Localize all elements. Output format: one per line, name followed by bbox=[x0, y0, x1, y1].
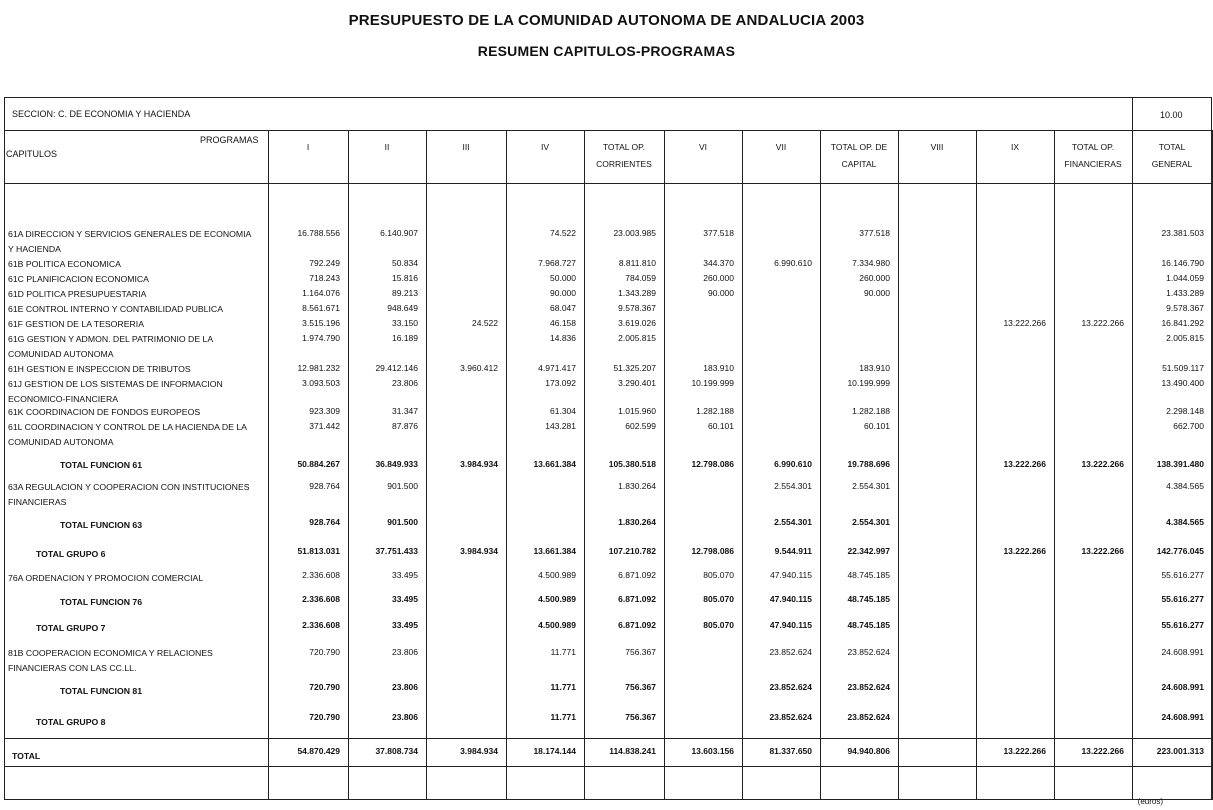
total-row-label: TOTAL GRUPO 6 bbox=[36, 549, 106, 559]
table-cell: 55.616.277 bbox=[1161, 570, 1204, 580]
table-cell: 602.599 bbox=[625, 421, 656, 431]
table-cell: 13.490.400 bbox=[1161, 378, 1204, 388]
table-rule bbox=[4, 183, 1212, 184]
table-cell: 48.745.185 bbox=[847, 594, 890, 604]
table-cell: 68.047 bbox=[550, 303, 576, 313]
table-cell: 23.852.624 bbox=[847, 647, 890, 657]
table-cell: 51.325.207 bbox=[613, 363, 656, 373]
table-cell: 7.968.727 bbox=[538, 258, 576, 268]
table-cell: 4.384.565 bbox=[1166, 481, 1204, 491]
table-cell: 2.336.608 bbox=[302, 620, 340, 630]
table-cell: 1.343.289 bbox=[618, 288, 656, 298]
table-cell: 48.745.185 bbox=[847, 570, 890, 580]
total-row-label: TOTAL FUNCION 61 bbox=[60, 460, 143, 470]
table-cell: 23.852.624 bbox=[769, 712, 812, 722]
table-cell: 923.309 bbox=[309, 406, 340, 416]
table-cell: 94.940.806 bbox=[847, 746, 890, 756]
table-cell: 13.222.266 bbox=[1081, 746, 1124, 756]
table-cell: 1.282.188 bbox=[696, 406, 734, 416]
table-cell: 87.876 bbox=[392, 421, 418, 431]
table-cell: 90.000 bbox=[550, 288, 576, 298]
unit-label: (euros) bbox=[1137, 797, 1163, 806]
column-rule bbox=[584, 130, 585, 800]
column-rule bbox=[664, 130, 665, 800]
table-cell: 1.974.790 bbox=[302, 333, 340, 343]
column-header bbox=[898, 139, 976, 173]
table-cell: 3.984.934 bbox=[460, 746, 498, 756]
table-cell: 3.290.401 bbox=[618, 378, 656, 388]
column-header-line: III bbox=[462, 142, 470, 152]
table-cell: 37.751.433 bbox=[375, 546, 418, 556]
table-rule bbox=[4, 97, 1212, 98]
table-cell: 23.852.624 bbox=[769, 647, 812, 657]
table-cell: 47.940.115 bbox=[769, 594, 812, 604]
column-rule bbox=[506, 130, 507, 800]
table-cell: 10.199.999 bbox=[847, 378, 890, 388]
table-cell: 2.336.608 bbox=[302, 594, 340, 604]
program-row-label: 76A ORDENACION Y PROMOCION COMERCIAL bbox=[8, 573, 204, 583]
table-cell: 1.282.188 bbox=[852, 406, 890, 416]
table-cell: 3.984.934 bbox=[460, 459, 498, 469]
column-rule bbox=[268, 130, 269, 800]
column-header bbox=[664, 139, 742, 173]
program-row-label: 61A DIRECCION Y SERVICIOS GENERALES DE ECONOMIA Y HACIENDA bbox=[8, 229, 251, 254]
table-cell: 37.808.734 bbox=[375, 746, 418, 756]
table-cell: 24.608.991 bbox=[1161, 712, 1204, 722]
table-cell: 1.830.264 bbox=[618, 517, 656, 527]
column-header bbox=[506, 139, 584, 173]
column-header-line bbox=[976, 156, 1054, 173]
table-cell: 33.150 bbox=[392, 318, 418, 328]
table-cell: 31.347 bbox=[392, 406, 418, 416]
table-cell: 12.981.232 bbox=[297, 363, 340, 373]
table-cell: 23.852.624 bbox=[847, 682, 890, 692]
column-rule bbox=[1132, 97, 1133, 800]
table-cell: 13.222.266 bbox=[1081, 318, 1124, 328]
table-cell: 9.544.911 bbox=[774, 546, 812, 556]
table-cell: 1.015.960 bbox=[618, 406, 656, 416]
table-cell: 55.616.277 bbox=[1161, 594, 1204, 604]
column-header-line bbox=[664, 156, 742, 173]
table-cell: 901.500 bbox=[387, 517, 418, 527]
column-header bbox=[1132, 139, 1212, 173]
table-cell: 8.811.810 bbox=[618, 258, 656, 268]
table-cell: 756.367 bbox=[625, 682, 656, 692]
table-cell: 792.249 bbox=[309, 258, 340, 268]
table-cell: 371.442 bbox=[309, 421, 340, 431]
column-header-line: TOTAL OP. DE bbox=[830, 142, 888, 152]
table-cell: 2.554.301 bbox=[852, 481, 890, 491]
column-header-line: IV bbox=[540, 142, 550, 152]
column-header bbox=[268, 139, 348, 173]
table-cell: 89.213 bbox=[392, 288, 418, 298]
table-cell: 19.788.696 bbox=[847, 459, 890, 469]
program-row-label: 61D POLITICA PRESUPUESTARIA bbox=[8, 289, 147, 299]
table-cell: 2.554.301 bbox=[852, 517, 890, 527]
column-rule bbox=[898, 130, 899, 800]
program-row-label: 61C PLANIFICACION ECONOMICA bbox=[8, 274, 149, 284]
table-cell: 1.164.076 bbox=[302, 288, 340, 298]
table-cell: 12.798.086 bbox=[691, 546, 734, 556]
table-cell: 13.222.266 bbox=[1003, 318, 1046, 328]
table-cell: 6.990.610 bbox=[774, 258, 812, 268]
seccion-label: SECCION: C. DE ECONOMIA Y HACIENDA bbox=[12, 109, 191, 119]
table-cell: 29.412.146 bbox=[375, 363, 418, 373]
table-cell: 4.384.565 bbox=[1166, 517, 1204, 527]
table-cell: 16.146.790 bbox=[1161, 258, 1204, 268]
table-cell: 51.813.031 bbox=[297, 546, 340, 556]
table-cell: 90.000 bbox=[708, 288, 734, 298]
table-cell: 23.852.624 bbox=[769, 682, 812, 692]
table-cell: 11.771 bbox=[550, 647, 576, 657]
column-header bbox=[348, 139, 426, 173]
table-cell: 23.003.985 bbox=[613, 228, 656, 238]
table-cell: 60.101 bbox=[708, 421, 734, 431]
column-rule bbox=[348, 130, 349, 800]
corner-programas-label: PROGRAMAS bbox=[200, 135, 259, 145]
table-cell: 138.391.480 bbox=[1156, 459, 1204, 469]
table-cell: 3.515.196 bbox=[302, 318, 340, 328]
table-cell: 114.838.241 bbox=[609, 746, 656, 756]
table-cell: 223.001.313 bbox=[1156, 746, 1204, 756]
column-header-line bbox=[506, 156, 584, 173]
table-cell: 2.005.815 bbox=[1166, 333, 1204, 343]
table-cell: 173.092 bbox=[545, 378, 576, 388]
table-cell: 3.093.503 bbox=[302, 378, 340, 388]
column-header-line: TOTAL OP. bbox=[1071, 142, 1115, 152]
column-header-line bbox=[742, 156, 820, 173]
table-cell: 36.849.933 bbox=[375, 459, 418, 469]
table-cell: 9.578.367 bbox=[1166, 303, 1204, 313]
table-cell: 805.070 bbox=[703, 594, 734, 604]
total-row-label: TOTAL FUNCION 63 bbox=[60, 520, 143, 530]
table-cell: 6.871.092 bbox=[618, 570, 656, 580]
column-rule bbox=[426, 130, 427, 800]
total-row-label: TOTAL FUNCION 81 bbox=[60, 686, 143, 696]
table-cell: 8.561.671 bbox=[302, 303, 340, 313]
table-cell: 3.619.026 bbox=[618, 318, 656, 328]
table-cell: 60.101 bbox=[864, 421, 890, 431]
table-cell: 14.836 bbox=[550, 333, 576, 343]
table-cell: 22.342.997 bbox=[847, 546, 890, 556]
column-header-line bbox=[426, 156, 506, 173]
table-cell: 47.940.115 bbox=[769, 620, 812, 630]
total-row-label: TOTAL GRUPO 8 bbox=[36, 717, 106, 727]
column-header-line: VI bbox=[698, 142, 708, 152]
column-header-line bbox=[268, 156, 348, 173]
table-cell: 23.806 bbox=[392, 378, 418, 388]
column-header-line: II bbox=[384, 142, 390, 152]
table-cell: 13.222.266 bbox=[1003, 459, 1046, 469]
table-cell: 4.500.989 bbox=[538, 570, 576, 580]
table-cell: 23.806 bbox=[392, 712, 418, 722]
table-rule bbox=[4, 738, 1212, 739]
table-cell: 18.174.144 bbox=[533, 746, 576, 756]
program-row-label: 61K COORDINACION DE FONDOS EUROPEOS bbox=[8, 407, 201, 417]
total-row-label: TOTAL bbox=[12, 751, 41, 761]
table-cell: 13.222.266 bbox=[1003, 546, 1046, 556]
program-row-label: 61B POLITICA ECONOMICA bbox=[8, 259, 121, 269]
table-cell: 47.940.115 bbox=[770, 570, 812, 580]
table-cell: 805.070 bbox=[703, 570, 734, 580]
column-header bbox=[584, 139, 664, 173]
table-cell: 928.764 bbox=[309, 517, 340, 527]
table-cell: 6.871.092 bbox=[618, 620, 656, 630]
column-header-line: VII bbox=[775, 142, 787, 152]
table-cell: 33.495 bbox=[392, 570, 418, 580]
table-cell: 12.798.086 bbox=[691, 459, 734, 469]
seccion-code: 10.00 bbox=[1160, 110, 1183, 120]
column-header bbox=[976, 139, 1054, 173]
column-header-line: CORRIENTES bbox=[596, 159, 652, 169]
table-cell: 105.380.518 bbox=[608, 459, 656, 469]
table-cell: 662.700 bbox=[1173, 421, 1204, 431]
table-cell: 901.500 bbox=[387, 481, 418, 491]
table-cell: 7.334.980 bbox=[852, 258, 890, 268]
table-cell: 13.222.266 bbox=[1081, 459, 1124, 469]
table-cell: 183.910 bbox=[859, 363, 890, 373]
table-cell: 6.990.610 bbox=[774, 459, 812, 469]
table-cell: 2.336.608 bbox=[302, 570, 340, 580]
table-cell: 16.841.292 bbox=[1161, 318, 1204, 328]
table-cell: 46.158 bbox=[550, 318, 576, 328]
table-cell: 74.522 bbox=[550, 228, 576, 238]
table-cell: 9.578.367 bbox=[618, 303, 656, 313]
table-cell: 720.790 bbox=[309, 682, 340, 692]
table-cell: 260.000 bbox=[859, 273, 890, 283]
table-cell: 24.608.991 bbox=[1161, 647, 1204, 657]
column-header-line bbox=[348, 156, 426, 173]
table-cell: 90.000 bbox=[864, 288, 890, 298]
table-cell: 13.661.384 bbox=[533, 546, 576, 556]
table-cell: 61.304 bbox=[550, 406, 576, 416]
table-cell: 928.764 bbox=[309, 481, 340, 491]
table-cell: 143.281 bbox=[545, 421, 576, 431]
table-cell: 23.806 bbox=[392, 682, 418, 692]
table-cell: 15.816 bbox=[392, 273, 418, 283]
table-cell: 1.830.264 bbox=[618, 481, 656, 491]
table-rule bbox=[4, 130, 1212, 131]
table-cell: 718.243 bbox=[309, 273, 340, 283]
page-subtitle: RESUMEN CAPITULOS-PROGRAMAS bbox=[477, 43, 736, 59]
column-header bbox=[742, 139, 820, 173]
table-cell: 51.509.117 bbox=[1162, 363, 1204, 373]
table-cell: 784.059 bbox=[625, 273, 656, 283]
table-cell: 81.337.650 bbox=[769, 746, 812, 756]
table-cell: 55.616.277 bbox=[1161, 620, 1204, 630]
total-row-label: TOTAL FUNCION 76 bbox=[60, 597, 143, 607]
table-cell: 183.910 bbox=[703, 363, 734, 373]
program-row-label: 61F GESTION DE LA TESORERIA bbox=[8, 319, 144, 329]
corner-capitulos-label: CAPITULOS bbox=[6, 149, 58, 159]
column-header-line: IX bbox=[1010, 142, 1020, 152]
column-rule bbox=[742, 130, 743, 800]
table-cell: 4.500.989 bbox=[538, 620, 576, 630]
page-title: PRESUPUESTO DE LA COMUNIDAD AUTONOMA DE ANDALUCIA 2003 bbox=[348, 12, 865, 29]
table-cell: 24.522 bbox=[472, 318, 498, 328]
column-header-line: FINANCIERAS bbox=[1064, 159, 1122, 169]
table-cell: 142.776.045 bbox=[1156, 546, 1204, 556]
program-row-label: 61E CONTROL INTERNO Y CONTABILIDAD PUBLICA bbox=[8, 304, 223, 314]
column-header bbox=[1054, 139, 1132, 173]
table-cell: 1.044.059 bbox=[1166, 273, 1204, 283]
table-cell: 54.870.429 bbox=[297, 746, 340, 756]
table-cell: 377.518 bbox=[859, 228, 890, 238]
table-cell: 805.070 bbox=[703, 620, 734, 630]
table-cell: 13.661.384 bbox=[533, 459, 576, 469]
program-row-label: 61G GESTION Y ADMON. DEL PATRIMONIO DE LA COMUNIDAD AUTONOMA bbox=[8, 334, 213, 359]
table-cell: 2.298.148 bbox=[1166, 406, 1204, 416]
table-cell: 48.745.185 bbox=[847, 620, 890, 630]
column-header-line bbox=[898, 156, 976, 173]
table-rule bbox=[4, 766, 1212, 767]
table-cell: 720.790 bbox=[309, 647, 340, 657]
table-cell: 16.788.556 bbox=[297, 228, 340, 238]
table-cell: 260.000 bbox=[703, 273, 734, 283]
program-row-label: 61H GESTION E INSPECCION DE TRIBUTOS bbox=[8, 364, 191, 374]
program-row-label: 63A REGULACION Y COOPERACION CON INSTITUCIONES FINANCIERAS bbox=[8, 482, 250, 507]
table-cell: 23.852.624 bbox=[847, 712, 890, 722]
table-cell: 2.005.815 bbox=[618, 333, 656, 343]
column-header bbox=[820, 139, 898, 173]
program-row-label: 81B COOPERACION ECONOMICA Y RELACIONES FINANCIERAS CON LAS CC.LL. bbox=[8, 648, 213, 673]
program-row-label: 61J GESTION DE LOS SISTEMAS DE INFORMACION ECONOMICO-FINANCIERA bbox=[8, 379, 223, 404]
column-header-line: CAPITAL bbox=[841, 159, 877, 169]
column-rule bbox=[1054, 130, 1055, 800]
table-cell: 756.367 bbox=[625, 712, 656, 722]
program-row-label: 61L COORDINACION Y CONTROL DE LA HACIENDA DE LA COMUNIDAD AUTONOMA bbox=[8, 422, 247, 447]
table-cell: 3.984.934 bbox=[460, 546, 498, 556]
table-cell: 33.495 bbox=[392, 594, 418, 604]
table-cell: 2.554.301 bbox=[774, 517, 812, 527]
column-header bbox=[426, 139, 506, 173]
total-row-label: TOTAL GRUPO 7 bbox=[36, 623, 106, 633]
table-cell: 6.140.907 bbox=[380, 228, 418, 238]
table-cell: 11.771 bbox=[550, 682, 576, 692]
table-cell: 107.210.782 bbox=[608, 546, 656, 556]
table-cell: 720.790 bbox=[309, 712, 340, 722]
table-cell: 10.199.999 bbox=[691, 378, 734, 388]
column-header-line: TOTAL OP. bbox=[602, 142, 646, 152]
column-rule bbox=[976, 130, 977, 800]
table-cell: 344.370 bbox=[703, 258, 734, 268]
table-cell: 23.806 bbox=[392, 647, 418, 657]
table-cell: 50.834 bbox=[392, 258, 418, 268]
table-cell: 50.884.267 bbox=[297, 459, 340, 469]
table-cell: 50.000 bbox=[550, 273, 576, 283]
table-cell: 13.222.266 bbox=[1003, 746, 1046, 756]
column-header-line: VIII bbox=[930, 142, 944, 152]
table-cell: 3.960.412 bbox=[460, 363, 498, 373]
column-header-line: TOTAL bbox=[1158, 142, 1186, 152]
table-cell: 6.871.092 bbox=[618, 594, 656, 604]
table-cell: 24.608.991 bbox=[1161, 682, 1204, 692]
table-cell: 756.367 bbox=[625, 647, 656, 657]
table-cell: 1.433.289 bbox=[1166, 288, 1204, 298]
table-cell: 4.500.989 bbox=[538, 594, 576, 604]
table-cell: 16.189 bbox=[392, 333, 418, 343]
table-cell: 2.554.301 bbox=[774, 481, 812, 491]
table-cell: 33.495 bbox=[392, 620, 418, 630]
column-rule bbox=[820, 130, 821, 800]
table-cell: 13.222.266 bbox=[1081, 546, 1124, 556]
column-header-line: I bbox=[306, 142, 310, 152]
table-cell: 4.971.417 bbox=[538, 363, 576, 373]
column-header-line: GENERAL bbox=[1151, 159, 1193, 169]
table-cell: 11.771 bbox=[550, 712, 576, 722]
table-cell: 377.518 bbox=[703, 228, 734, 238]
table-rule bbox=[4, 799, 1212, 800]
table-cell: 948.649 bbox=[387, 303, 418, 313]
table-cell: 13.603.156 bbox=[691, 746, 734, 756]
table-cell: 23.381.503 bbox=[1161, 228, 1204, 238]
